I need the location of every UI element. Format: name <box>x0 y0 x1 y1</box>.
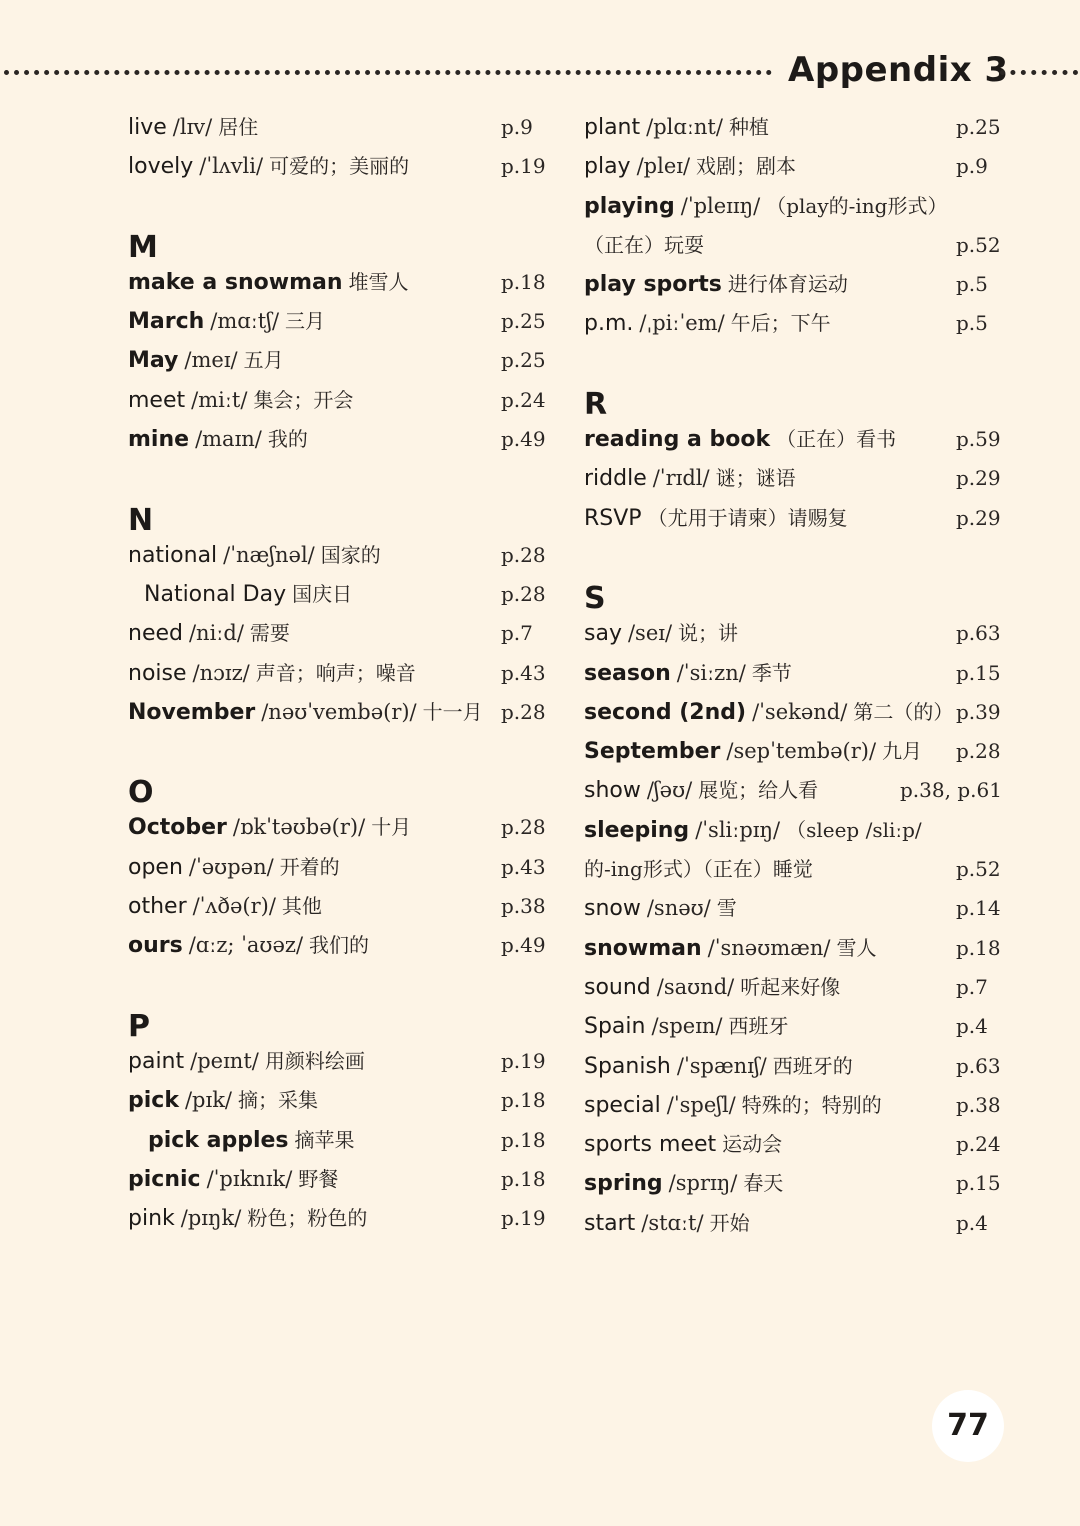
entry-page-reference: p.25 <box>501 348 546 373</box>
entry-page-reference: p.18 <box>501 1088 546 1113</box>
glossary-entry <box>584 265 1016 304</box>
entry-word: spring <box>584 1171 663 1197</box>
entry-pronunciation: /ˈspænɪʃ/ <box>676 1053 767 1078</box>
entry-word: open <box>128 854 183 880</box>
glossary-entry <box>128 926 558 965</box>
entry-meaning: 种植 <box>728 115 769 139</box>
entry-meaning: 摘；采集 <box>238 1088 319 1113</box>
entry-meaning: 开着的 <box>279 854 340 879</box>
entry-meaning: 摘苹果 <box>294 1127 355 1152</box>
section-gap <box>128 459 558 498</box>
entry-meaning: 午后；下午 <box>730 311 831 336</box>
entry-word: May <box>128 348 179 374</box>
entry-pronunciation: /ɑːz; ˈaʊəz/ <box>188 933 304 958</box>
entry-page-reference: p.4 <box>956 1210 988 1235</box>
entry-page-reference: p.18 <box>501 1166 546 1191</box>
entry-word: p.m. <box>584 311 634 337</box>
entry-meaning: 春天 <box>743 1171 784 1196</box>
glossary-entry <box>584 1007 1016 1046</box>
entry-page-reference: p.38 <box>956 1092 1001 1117</box>
entry-pronunciation: /lɪv/ <box>172 115 213 139</box>
entry-word: National Day <box>144 581 287 607</box>
entry-meaning: （sleep /sliːp/ <box>786 817 922 842</box>
section-letter-heading: M <box>128 229 158 265</box>
entry-pronunciation: /ˈsnəʊmæn/ <box>707 935 831 960</box>
entry-page-reference: p.25 <box>956 115 1001 139</box>
glossary-entry <box>128 420 558 459</box>
entry-meaning: （正在）玩耍 <box>584 232 704 257</box>
glossary-entry <box>584 1125 1016 1164</box>
entry-pronunciation: /maɪn/ <box>195 427 262 452</box>
entry-word: sound <box>584 974 651 1000</box>
entry-pronunciation: /mɑːtʃ/ <box>210 309 280 334</box>
glossary-entry <box>584 929 1016 968</box>
entry-word: play <box>584 154 631 180</box>
entry-page-reference: p.24 <box>956 1132 1001 1157</box>
entry-pronunciation: /ˈpɪknɪk/ <box>206 1166 293 1191</box>
glossary-entry <box>584 147 1016 186</box>
glossary-entry <box>128 341 558 380</box>
entry-meaning: 五月 <box>243 348 284 373</box>
glossary-entry <box>584 693 1016 732</box>
section-letter-heading: R <box>584 387 608 423</box>
entry-word: snowman <box>584 935 702 961</box>
entry-word: Spanish <box>584 1053 671 1079</box>
glossary-entry <box>584 108 1016 147</box>
glossary-entry <box>128 887 558 926</box>
entry-page-reference: p.49 <box>501 427 546 452</box>
entry-pronunciation: /ˈʌðə(r)/ <box>192 894 276 919</box>
entry-page-reference: p.59 <box>956 427 1001 452</box>
entry-meaning: 十一月 <box>422 699 483 724</box>
entry-word: ours <box>128 933 183 959</box>
entry-word: Spain <box>584 1014 646 1040</box>
entry-page-reference: p.4 <box>956 1014 988 1039</box>
entry-page-reference: p.14 <box>956 896 1001 921</box>
entry-meaning: 进行体育运动 <box>727 272 848 297</box>
section-gap <box>584 538 1016 577</box>
glossary-entry <box>584 968 1016 1007</box>
entry-pronunciation: /ˈlʌvli/ <box>199 154 264 179</box>
entry-meaning: 雪人 <box>836 935 877 960</box>
glossary-entry <box>584 732 1016 771</box>
entry-word: sports meet <box>584 1132 717 1158</box>
entry-page-reference: p.18 <box>956 935 1001 960</box>
entry-pronunciation: /ˈnæʃnəl/ <box>223 542 315 567</box>
glossary-entry <box>584 226 1016 265</box>
entry-pronunciation: /ɒkˈtəʊbə(r)/ <box>232 815 366 840</box>
glossary-entry <box>584 771 1016 810</box>
entry-word: pick apples <box>148 1127 289 1153</box>
entry-meaning: 国家的 <box>320 542 381 567</box>
entry-page-reference: p.29 <box>956 505 1001 530</box>
entry-word: noise <box>128 660 187 686</box>
entry-word: play sports <box>584 272 722 298</box>
entry-page-reference: p.43 <box>501 660 546 685</box>
entry-page-reference: p.18 <box>501 1127 546 1152</box>
entry-pronunciation: /ˈsliːpɪŋ/ <box>695 817 781 842</box>
entry-page-reference: p.5 <box>956 311 988 336</box>
entry-pronunciation: /pɪŋk/ <box>180 1206 242 1231</box>
entry-pronunciation: /niːd/ <box>188 621 244 646</box>
header-dotted-rule-left <box>4 70 772 75</box>
entry-word: plant <box>584 115 641 140</box>
entry-page-reference: p.7 <box>956 974 988 999</box>
entry-meaning: 第二（的） <box>853 699 954 724</box>
entry-page-reference: p.63 <box>956 1053 1001 1078</box>
entry-word: other <box>128 894 187 920</box>
entry-pronunciation: /meɪ/ <box>184 348 238 373</box>
entry-word: national <box>128 542 218 568</box>
entry-pronunciation: /saʊnd/ <box>656 974 735 999</box>
entry-pronunciation: /peɪnt/ <box>190 1048 259 1073</box>
entry-meaning: 三月 <box>285 309 326 334</box>
entry-pronunciation: /speɪn/ <box>651 1014 723 1039</box>
entry-meaning: 需要 <box>249 621 290 646</box>
entry-page-reference: p.38, p.61 <box>900 778 1002 803</box>
entry-word: picnic <box>128 1166 201 1192</box>
entry-page-reference: p.49 <box>501 933 546 958</box>
entry-pronunciation: /sepˈtembə(r)/ <box>726 739 877 764</box>
entry-meaning: 居住 <box>218 115 259 139</box>
entry-pronunciation: /nəʊˈvembə(r)/ <box>261 699 417 724</box>
appendix-title: Appendix 3 <box>788 50 1009 90</box>
entry-page-reference: p.15 <box>956 1171 1001 1196</box>
entry-meaning: 国庆日 <box>292 581 353 606</box>
entry-word: November <box>128 699 256 725</box>
entry-word: make a snowman <box>128 269 343 295</box>
entry-page-reference: p.29 <box>956 466 1001 491</box>
entry-word: start <box>584 1210 636 1236</box>
section-gap <box>584 344 1016 383</box>
glossary-entry <box>128 147 558 186</box>
glossary-entry <box>128 1081 558 1120</box>
entry-meaning: 的-ing形式）（正在）睡觉 <box>584 857 813 882</box>
glossary-entry <box>128 263 558 302</box>
entry-page-reference: p.28 <box>501 542 546 567</box>
entry-pronunciation: /plɑːnt/ <box>646 115 723 139</box>
glossary-entry <box>584 499 1016 538</box>
entry-meaning: （play的-ing形式） <box>766 193 948 218</box>
entry-page-reference: p.19 <box>501 1206 546 1231</box>
entry-page-reference: p.18 <box>501 269 546 294</box>
entry-pronunciation: /ˈpleɪɪŋ/ <box>680 193 761 218</box>
entry-meaning: 粉色；粉色的 <box>247 1206 368 1231</box>
entry-word: show <box>584 778 641 804</box>
section-letter-heading: S <box>584 581 606 617</box>
entry-pronunciation: /ʃəʊ/ <box>646 778 693 803</box>
entry-meaning: 其他 <box>281 894 322 919</box>
glossary-entry <box>584 1047 1016 1086</box>
entry-page-reference: p.19 <box>501 1048 546 1073</box>
entry-meaning: 说；讲 <box>678 621 739 646</box>
glossary-entry <box>584 654 1016 693</box>
entry-word: meet <box>128 387 186 413</box>
entry-pronunciation: /miːt/ <box>191 387 248 412</box>
glossary-entry <box>128 536 558 575</box>
entry-word: riddle <box>584 466 647 492</box>
glossary-entry <box>584 614 1016 653</box>
entry-pronunciation: /ˈspeʃl/ <box>666 1092 736 1117</box>
glossary-entry <box>128 1042 558 1081</box>
header-dotted-rule-right <box>1000 70 1078 75</box>
entry-page-reference: p.28 <box>501 815 546 840</box>
glossary-entry <box>584 1164 1016 1203</box>
entry-meaning: 季节 <box>751 660 792 685</box>
entry-page-reference: p.19 <box>501 154 546 179</box>
entry-meaning: 特殊的；特别的 <box>741 1092 882 1117</box>
entry-word: mine <box>128 427 190 453</box>
glossary-entry <box>128 302 558 341</box>
entry-word: lovely <box>128 154 194 180</box>
page-number: 77 <box>932 1390 1004 1462</box>
entry-page-reference: p.25 <box>501 309 546 334</box>
entry-word: need <box>128 621 183 647</box>
entry-word: playing <box>584 193 675 219</box>
entry-pronunciation: /stɑːt/ <box>641 1210 704 1235</box>
entry-page-reference: p.28 <box>956 739 1001 764</box>
entry-meaning: 戏剧；剧本 <box>696 154 797 179</box>
glossary-entry <box>128 1160 558 1199</box>
section-letter-heading: N <box>128 502 154 538</box>
entry-meaning: 堆雪人 <box>348 269 409 294</box>
glossary-entry <box>128 614 558 653</box>
glossary-entry <box>128 381 558 420</box>
entry-word: second (2nd) <box>584 699 747 725</box>
entry-page-reference: p.43 <box>501 854 546 879</box>
section-letter-heading: P <box>128 1008 150 1044</box>
glossary-entry <box>128 1199 558 1238</box>
glossary-entry <box>128 654 558 693</box>
entry-pronunciation: /ˈsekənd/ <box>752 699 848 724</box>
entry-page-reference: p.39 <box>956 699 1001 724</box>
glossary-entry <box>128 808 558 847</box>
entry-word: pink <box>128 1206 175 1232</box>
glossary-entry <box>584 420 1016 459</box>
glossary-entry <box>584 1086 1016 1125</box>
entry-meaning: 集会；开会 <box>253 387 354 412</box>
section-gap <box>128 187 558 226</box>
entry-page-reference: p.9 <box>956 154 988 179</box>
entry-meaning: （正在）看书 <box>776 427 897 452</box>
entry-meaning: 我的 <box>267 427 308 452</box>
entry-pronunciation: /seɪ/ <box>627 621 673 646</box>
entry-word: pick <box>128 1088 179 1114</box>
entry-meaning: 十月 <box>371 815 412 840</box>
entry-pronunciation: /sprɪŋ/ <box>668 1171 738 1196</box>
entry-meaning: 野餐 <box>298 1166 339 1191</box>
entry-pronunciation: /ˈsiːzn/ <box>676 660 746 685</box>
entry-pronunciation: /pleɪ/ <box>636 154 691 179</box>
entry-word: October <box>128 815 227 841</box>
glossary-entry <box>128 575 558 614</box>
entry-meaning: 展览；给人看 <box>698 778 819 803</box>
entry-page-reference: p.24 <box>501 387 546 412</box>
entry-pronunciation: /ˈrɪdl/ <box>652 466 710 491</box>
glossary-entry <box>128 108 558 147</box>
entry-pronunciation: /pɪk/ <box>184 1088 233 1113</box>
entry-pronunciation: /nɔɪz/ <box>192 660 250 685</box>
entry-page-reference: p.5 <box>956 272 988 297</box>
entry-pronunciation: /ˌpiːˈem/ <box>639 311 725 336</box>
entry-meaning: 开始 <box>709 1210 750 1235</box>
entry-word: live <box>128 115 167 140</box>
glossary-entry <box>584 459 1016 498</box>
entry-page-reference: p.7 <box>501 621 533 646</box>
entry-meaning: 西班牙的 <box>772 1053 853 1078</box>
glossary-right-column <box>584 108 1016 1243</box>
entry-word: March <box>128 309 205 335</box>
glossary-entry <box>584 889 1016 928</box>
entry-meaning: （尤用于请柬）请赐复 <box>647 505 848 530</box>
entry-pronunciation: /ˈəʊpən/ <box>188 854 274 879</box>
glossary-entry <box>584 187 1016 226</box>
glossary-entry <box>128 693 558 732</box>
entry-page-reference: p.15 <box>956 660 1001 685</box>
section-gap <box>128 966 558 1005</box>
entry-word: season <box>584 660 671 686</box>
entry-meaning: 谜；谜语 <box>715 466 796 491</box>
entry-word: September <box>584 739 721 765</box>
entry-word: say <box>584 621 622 647</box>
entry-meaning: 我们的 <box>309 933 370 958</box>
entry-meaning: 声音；响声；噪音 <box>255 660 416 685</box>
entry-page-reference: p.28 <box>501 581 546 606</box>
entry-word: special <box>584 1092 661 1118</box>
glossary-entry <box>584 304 1016 343</box>
glossary-entry <box>584 850 1016 889</box>
entry-meaning: 西班牙 <box>728 1014 789 1039</box>
section-letter-heading: O <box>128 775 154 811</box>
glossary-entry <box>128 1121 558 1160</box>
glossary-left-column <box>128 108 558 1238</box>
entry-word: RSVP <box>584 505 642 531</box>
glossary-entry <box>584 811 1016 850</box>
entry-meaning: 可爱的；美丽的 <box>269 154 410 179</box>
entry-page-reference: p.9 <box>501 115 533 139</box>
entry-meaning: 用颜料绘画 <box>264 1048 365 1073</box>
entry-word: reading a book <box>584 427 771 453</box>
entry-word: snow <box>584 896 641 922</box>
entry-page-reference: p.63 <box>956 621 1001 646</box>
entry-page-reference: p.52 <box>956 857 1001 882</box>
entry-page-reference: p.28 <box>501 699 546 724</box>
glossary-entry <box>584 1204 1016 1243</box>
entry-page-reference: p.38 <box>501 894 546 919</box>
entry-pronunciation: /snəʊ/ <box>646 896 711 921</box>
entry-meaning: 听起来好像 <box>740 974 841 999</box>
entry-meaning: 九月 <box>882 739 923 764</box>
glossary-entry <box>128 848 558 887</box>
page-header <box>0 48 1080 98</box>
entry-word: paint <box>128 1048 185 1074</box>
section-gap <box>128 732 558 771</box>
entry-word: sleeping <box>584 817 690 843</box>
entry-meaning: 雪 <box>716 896 737 921</box>
entry-meaning: 运动会 <box>722 1132 783 1157</box>
entry-page-reference: p.52 <box>956 232 1001 257</box>
